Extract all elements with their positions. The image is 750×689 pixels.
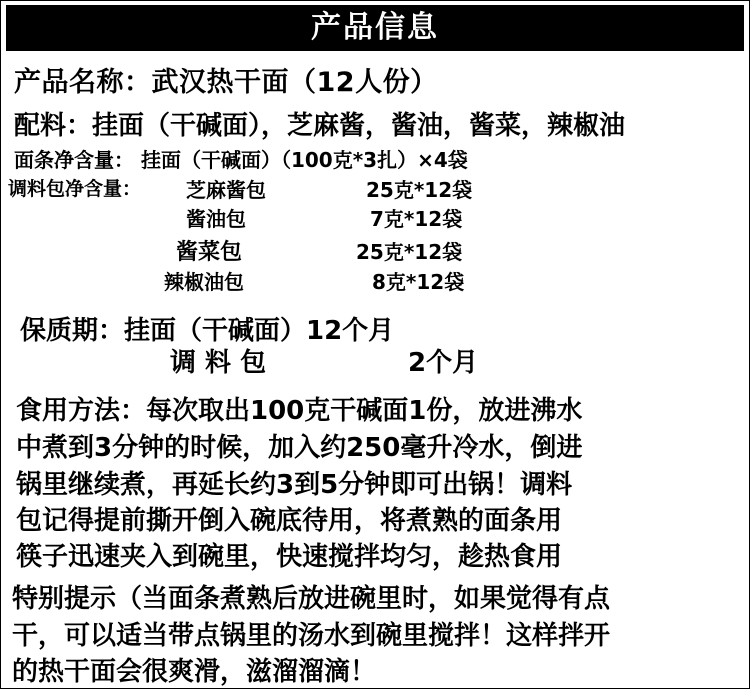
usage-line: 包记得提前撕开倒入碗底待用，将煮熟的面条用 <box>16 506 563 536</box>
seasoning-item-name: 芝麻酱包 <box>186 178 266 202</box>
seasoning-item-name: 酱菜包 <box>176 240 243 265</box>
usage-line: 食用方法：每次取出100克干碱面1份，放进沸水 <box>16 396 583 426</box>
product-info-header: 产品信息 <box>6 5 744 51</box>
product-name: 产品名称：武汉热干面（12人份） <box>14 67 438 98</box>
special-note-line: 干，可以适当带点锅里的汤水到碗里搅拌！这样拌开 <box>12 621 611 651</box>
seasoning-item-amount: 7克*12袋 <box>370 207 463 231</box>
usage-line: 筷子迅速夹入到碗里，快速搅拌均匀，趁热食用 <box>16 542 563 572</box>
shelf-life-seasoning-label: 调 料 包 <box>170 348 267 378</box>
ingredients-line: 配料：挂面（干碱面），芝麻酱，酱油，酱菜，辣椒油 <box>14 111 626 141</box>
noodle-net-content: 面条净含量： 挂面（干碱面）（100克*3扎）×4袋 <box>14 148 468 172</box>
seasoning-item-name: 辣椒油包 <box>164 270 244 294</box>
usage-line: 中煮到3分钟的时候，加入约250毫升冷水，倒进 <box>16 433 583 463</box>
usage-line: 锅里继续煮，再延长约3到5分钟即可出锅！调料 <box>16 470 573 500</box>
seasoning-item-amount: 25克*12袋 <box>356 240 463 264</box>
special-note-line: 的热干面会很爽滑，滋溜溜滴！ <box>12 657 377 687</box>
special-note-line: 特别提示（当面条煮熟后放进碗里时，如果觉得有点 <box>12 584 611 614</box>
seasoning-item-name: 酱油包 <box>186 207 246 231</box>
shelf-life-noodles: 保质期：挂面（干碱面）12个月 <box>20 316 395 346</box>
seasoning-item-amount: 8克*12袋 <box>372 270 465 294</box>
shelf-life-seasoning-value: 2个月 <box>408 348 479 378</box>
seasoning-net-label: 调料包净含量： <box>8 178 142 200</box>
seasoning-item-amount: 25克*12袋 <box>366 178 473 202</box>
